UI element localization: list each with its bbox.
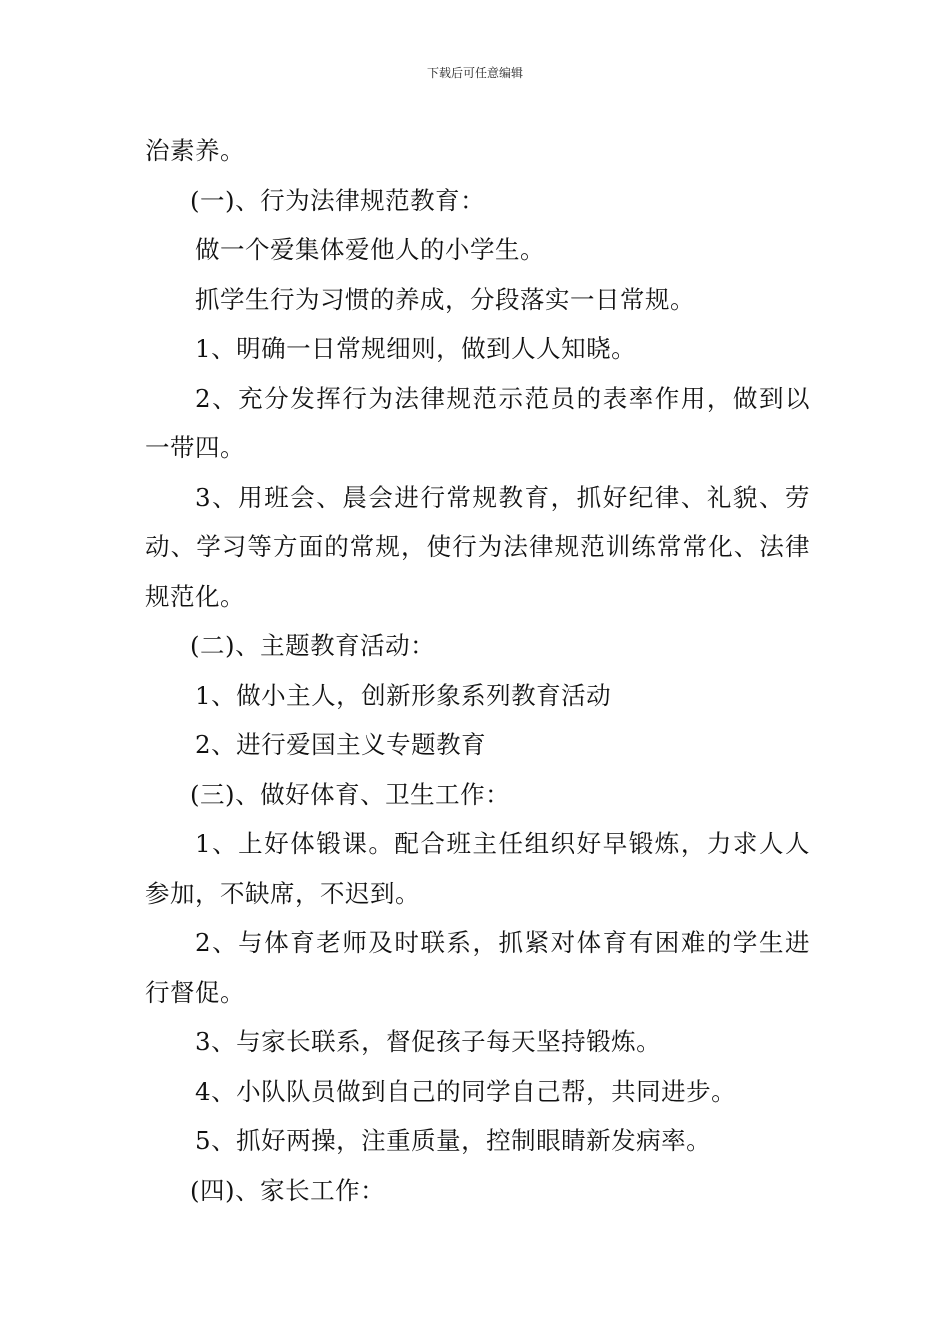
paragraph: 做一个爱集体爱他人的小学生。 [195, 235, 545, 264]
list-item: 3、用班会、晨会进行常规教育，抓好纪律、礼貌、劳动、学习等方面的常规，使行为法律规范训练常常化、法律规范化。 [145, 482, 810, 611]
list-item: 2、进行爱国主义专题教育 [195, 730, 487, 759]
document-body [145, 126, 810, 1215]
list-item: 1、上好体锻课。配合班主任组织好早锻炼，力求人人参加，不缺席，不迟到。 [145, 829, 810, 908]
list-item: 5、抓好两操，注重质量，控制眼睛新发病率。 [195, 1126, 712, 1155]
list-item: 1、明确一日常规细则，做到人人知晓。 [195, 334, 637, 363]
paragraph: 抓学生行为习惯的养成，分段落实一日常规。 [195, 284, 695, 314]
section-heading-1: (一)、行为法律规范教育： [190, 185, 486, 215]
list-item: 1、做小主人，创新形象系列教育活动 [195, 680, 612, 710]
list-item: 4、小队队员做到自己的同学自己帮，共同进步。 [195, 1076, 737, 1106]
page-header: 下载后可任意编辑 [426, 66, 523, 80]
paragraph-continuation: 治素养。 [145, 136, 245, 165]
section-heading-3: (三)、做好体育、卫生工作： [190, 779, 511, 809]
section-heading-2: (二)、主题教育活动： [190, 631, 436, 660]
section-heading-4: (四)、家长工作： [190, 1175, 386, 1205]
list-item: 3、与家长联系，督促孩子每天坚持锻炼。 [195, 1027, 662, 1056]
list-item: 2、与体育老师及时联系，抓紧对体育有困难的学生进行督促。 [145, 928, 810, 1007]
list-item: 2、充分发挥行为法律规范示范员的表率作用，做到以一带四。 [145, 383, 810, 462]
